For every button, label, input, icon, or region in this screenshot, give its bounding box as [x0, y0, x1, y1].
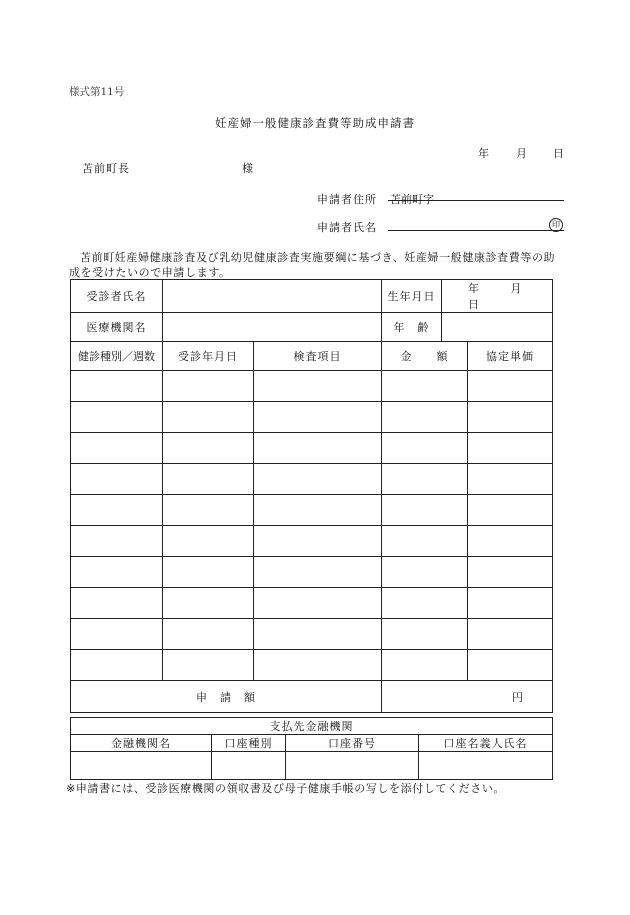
entry-row: [71, 495, 553, 526]
entry-row: [71, 402, 553, 433]
col-header-test-items: 検査項目: [254, 342, 382, 371]
seal-mark: 印: [549, 218, 563, 232]
exam-type-cell[interactable]: [71, 588, 163, 619]
unit-price-cell[interactable]: [468, 371, 553, 402]
exam-type-cell[interactable]: [71, 526, 163, 557]
visit-date-cell[interactable]: [163, 588, 254, 619]
entry-row: [71, 650, 553, 681]
age-label: 年 齢: [382, 313, 442, 342]
bank-table-title: 支払先金融機関: [71, 718, 553, 735]
document-title: 妊産婦一般健康診査費等助成申請書: [215, 116, 415, 130]
birth-month-unit: 月: [510, 282, 523, 295]
birth-year-unit: 年: [468, 282, 480, 295]
total-label: 申 請 額: [71, 681, 382, 713]
birth-date-cell[interactable]: [442, 280, 553, 313]
unit-price-cell[interactable]: [468, 526, 553, 557]
bank-table: [70, 717, 553, 780]
exam-type-cell[interactable]: [71, 402, 163, 433]
test-items-cell[interactable]: [254, 495, 382, 526]
date-month-label: 月: [516, 147, 527, 160]
bank-institution-cell[interactable]: [71, 752, 212, 780]
test-items-cell[interactable]: [254, 588, 382, 619]
visit-date-cell[interactable]: [163, 495, 254, 526]
unit-price-cell[interactable]: [468, 557, 553, 588]
test-items-cell[interactable]: [254, 433, 382, 464]
bank-entry-row: [71, 752, 553, 780]
bank-account-type-cell[interactable]: [212, 752, 286, 780]
col-header-exam-type: 健診種別／週数: [71, 342, 163, 371]
col-header-visit-date: 受診年月日: [163, 342, 254, 371]
entry-row: [71, 619, 553, 650]
amount-cell[interactable]: [382, 371, 468, 402]
entry-row: [71, 557, 553, 588]
patient-row: [71, 280, 553, 313]
visit-date-cell[interactable]: [163, 464, 254, 495]
amount-cell[interactable]: [382, 588, 468, 619]
unit-price-cell[interactable]: [468, 619, 553, 650]
address-underline: [388, 200, 564, 201]
test-items-cell[interactable]: [254, 402, 382, 433]
amount-cell[interactable]: [382, 650, 468, 681]
patient-name-label: 受診者氏名: [71, 280, 163, 313]
applicant-name-label: 申請者氏名: [317, 221, 377, 234]
col-header-amount: 金 額: [382, 342, 468, 371]
yen-label: 円: [512, 690, 524, 704]
test-items-cell[interactable]: [254, 526, 382, 557]
attachment-note: ※申請書には、受診医療機関の領収書及び母子健康手帳の写しを添付してください。: [66, 782, 506, 795]
applicant-address-value: 苫前町字: [390, 193, 434, 206]
exam-type-cell[interactable]: [71, 619, 163, 650]
test-items-cell[interactable]: [254, 371, 382, 402]
exam-type-cell[interactable]: [71, 557, 163, 588]
age-cell[interactable]: [442, 313, 553, 342]
bank-account-holder-cell[interactable]: [419, 752, 553, 780]
form-number: 様式第11号: [69, 86, 125, 98]
patient-name-cell[interactable]: [163, 280, 382, 313]
institution-label: 医療機関名: [71, 313, 163, 342]
bank-title-row: [71, 718, 553, 735]
visit-date-cell[interactable]: [163, 619, 254, 650]
birth-day-unit: 日: [468, 298, 480, 311]
amount-cell[interactable]: [382, 526, 468, 557]
entry-row: [71, 371, 553, 402]
visit-date-cell[interactable]: [163, 402, 254, 433]
unit-price-cell[interactable]: [468, 433, 553, 464]
visit-date-cell[interactable]: [163, 650, 254, 681]
amount-cell[interactable]: [382, 495, 468, 526]
total-row: [71, 681, 553, 713]
amount-cell[interactable]: [382, 557, 468, 588]
bank-col-account-holder: 口座名義人氏名: [419, 735, 553, 752]
amount-cell[interactable]: [382, 464, 468, 495]
amount-cell[interactable]: [382, 402, 468, 433]
bank-col-account-type: 口座種別: [212, 735, 286, 752]
entry-row: [71, 588, 553, 619]
date-year-label: 年: [478, 147, 489, 160]
amount-cell[interactable]: [382, 619, 468, 650]
application-table: [70, 279, 553, 713]
unit-price-cell[interactable]: [468, 464, 553, 495]
exam-type-cell[interactable]: [71, 371, 163, 402]
amount-cell[interactable]: [382, 433, 468, 464]
visit-date-cell[interactable]: [163, 526, 254, 557]
visit-date-cell[interactable]: [163, 557, 254, 588]
applicant-address-label: 申請者住所: [317, 193, 377, 206]
col-header-unit-price: 協定単価: [468, 342, 553, 371]
application-body-text: 苫前町妊産婦健康診査及び乳幼児健康診査実施要綱に基づき、妊産婦一般健康診査費等の助成を受けたいので申請します。: [69, 251, 556, 279]
entry-rows: [71, 371, 553, 681]
name-underline: [388, 230, 564, 231]
bank-account-number-cell[interactable]: [286, 752, 419, 780]
bank-col-institution: 金融機関名: [71, 735, 212, 752]
visit-date-cell[interactable]: [163, 433, 254, 464]
institution-row: [71, 313, 553, 342]
entry-row: [71, 433, 553, 464]
bank-header-row: [71, 735, 553, 752]
exam-type-cell[interactable]: [71, 495, 163, 526]
test-items-cell[interactable]: [254, 464, 382, 495]
exam-type-cell[interactable]: [71, 650, 163, 681]
unit-price-cell[interactable]: [468, 402, 553, 433]
exam-type-cell[interactable]: [71, 464, 163, 495]
exam-type-cell[interactable]: [71, 433, 163, 464]
test-items-cell[interactable]: [254, 650, 382, 681]
bank-col-account-number: 口座番号: [286, 735, 419, 752]
visit-date-cell[interactable]: [163, 371, 254, 402]
entry-row: [71, 526, 553, 557]
date-day-label: 日: [553, 147, 564, 160]
institution-cell[interactable]: [163, 313, 382, 342]
unit-price-cell[interactable]: [468, 588, 553, 619]
addressee-mayor: 苫前町長: [82, 162, 130, 175]
birth-date-label: 生年月日: [382, 280, 442, 313]
unit-price-cell[interactable]: [468, 495, 553, 526]
test-items-cell[interactable]: [254, 557, 382, 588]
unit-price-cell[interactable]: [468, 650, 553, 681]
total-amount-cell[interactable]: [382, 681, 553, 713]
addressee-honorific: 様: [242, 162, 253, 175]
test-items-cell[interactable]: [254, 619, 382, 650]
column-header-row: [71, 342, 553, 371]
entry-row: [71, 464, 553, 495]
